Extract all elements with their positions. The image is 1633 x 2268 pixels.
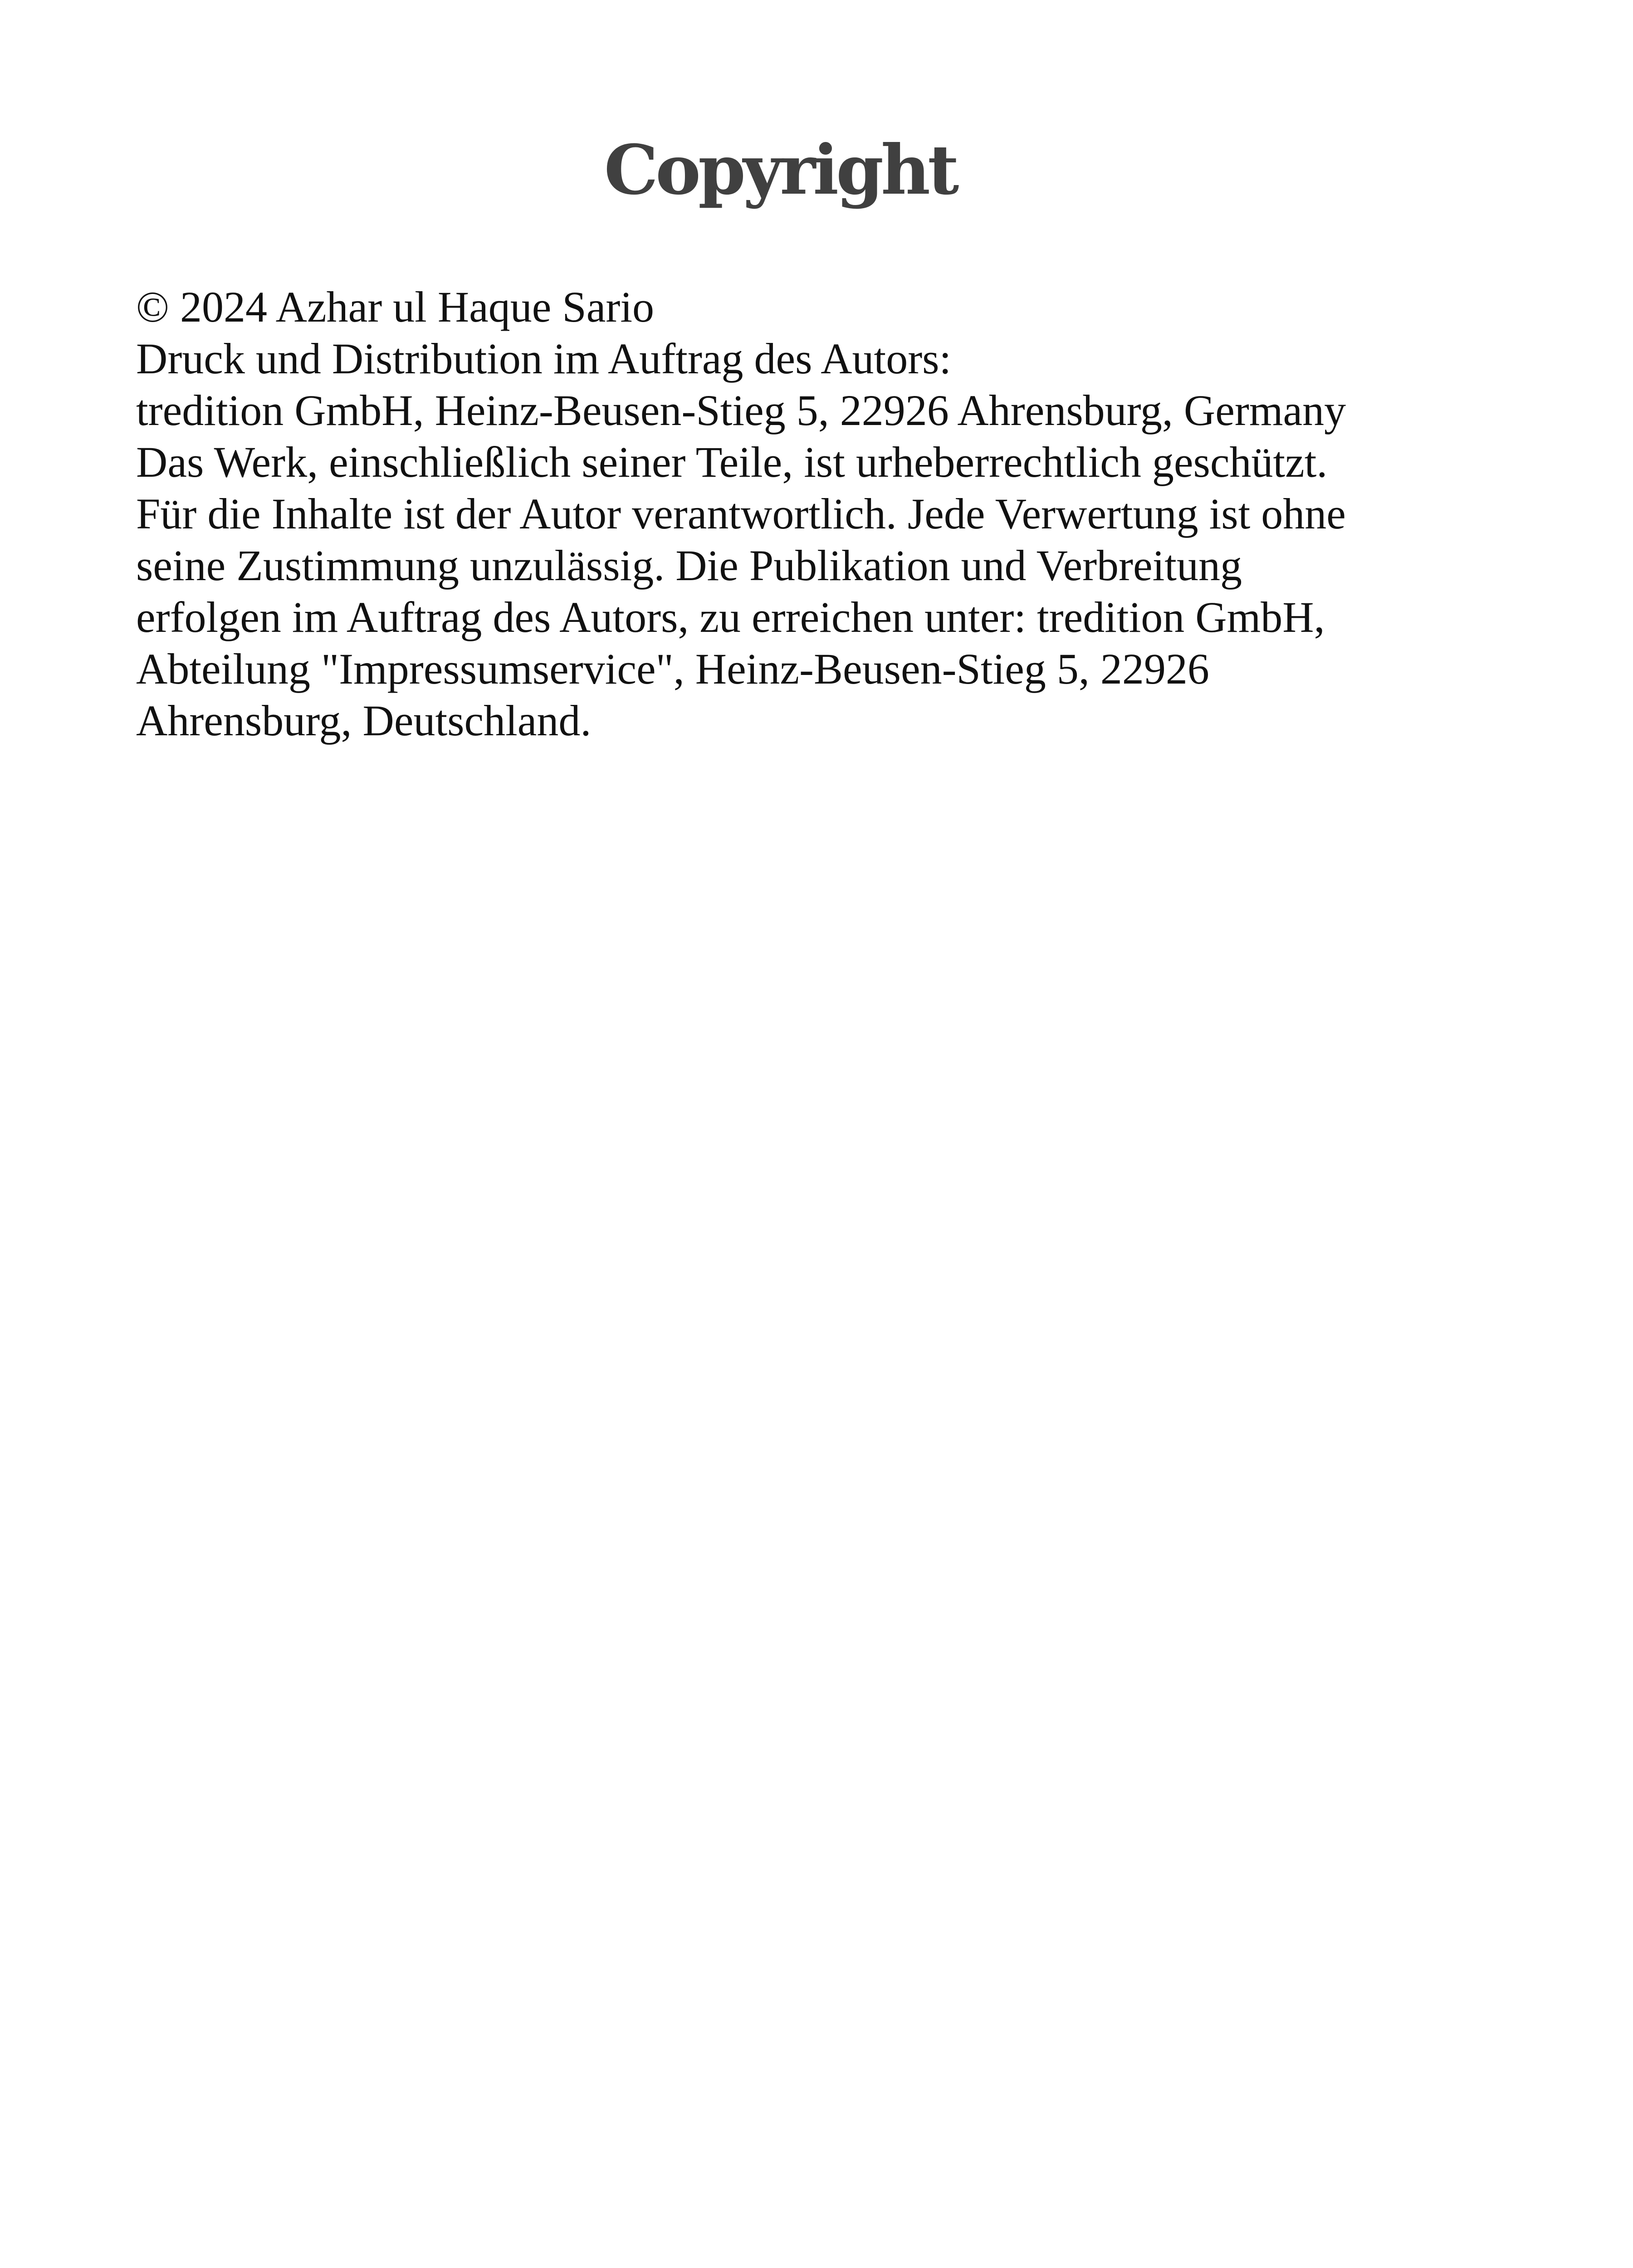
page-title: Copyright bbox=[604, 130, 957, 210]
copyright-notice bbox=[136, 281, 1479, 747]
contact-line: erfolgen im Auftrag des Autors, zu erreichen unter: tredition GmbH, bbox=[136, 593, 1325, 641]
department-line: Abteilung "Impressumservice", Heinz-Beusen-Stieg 5, 22926 bbox=[136, 645, 1209, 693]
print-distribution-line: Druck und Distribution im Auftrag des Autors: bbox=[136, 334, 952, 383]
responsibility-line: Für die Inhalte ist der Autor verantwortlich. Jede Verwertung ist ohne bbox=[136, 489, 1346, 538]
protection-line: Das Werk, einschließlich seiner Teile, ist urheberrechtlich geschützt. bbox=[136, 438, 1328, 486]
consent-line: seine Zustimmung unzulässig. Die Publikation und Verbreitung bbox=[136, 541, 1242, 590]
city-line: Ahrensburg, Deutschland. bbox=[136, 696, 592, 745]
publisher-address-line: tredition GmbH, Heinz-Beusen-Stieg 5, 22926 Ahrensburg, Germany bbox=[136, 386, 1346, 435]
copyright-line: © 2024 Azhar ul Haque Sario bbox=[136, 283, 655, 331]
